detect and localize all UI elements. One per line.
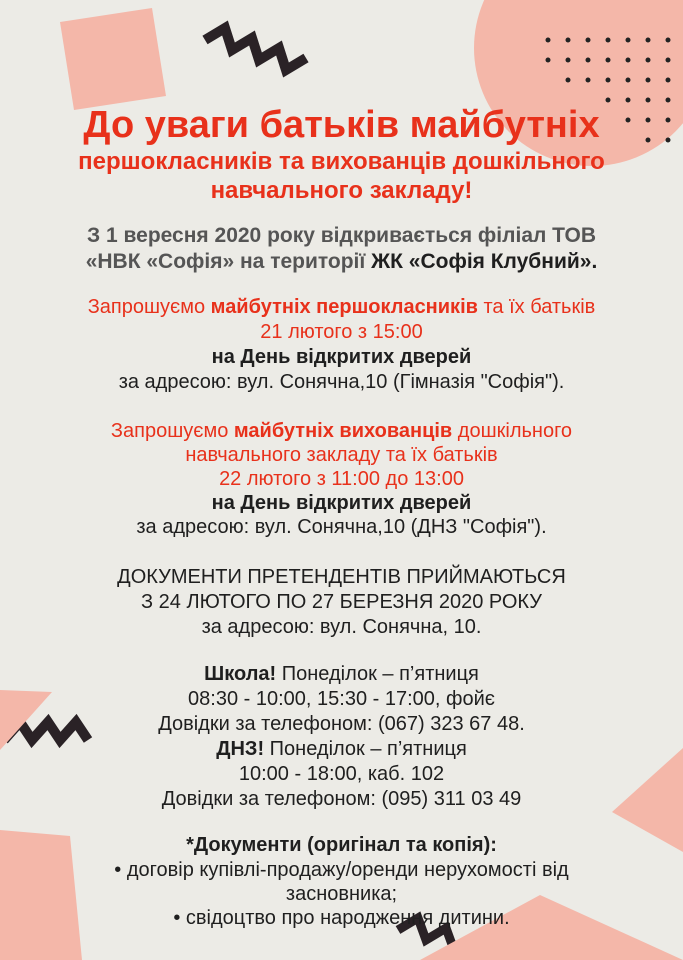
documents-period-line-2: З 24 ЛЮТОГО ПО 27 БЕРЕЗНЯ 2020 РОКУ: [141, 591, 542, 613]
kindergarten-invite-date: 22 лютого з 11:00 до 13:00: [219, 468, 464, 490]
school-invite-event: на День відкритих дверей: [211, 346, 472, 368]
title-line-3: навчального закладу!: [210, 177, 473, 204]
required-docs-item-1: • договір купівлі-продажу/оренди нерухомості від: [114, 859, 569, 881]
documents-period-line-1: ДОКУМЕНТИ ПРЕТЕНДЕНТІВ ПРИЙМАЮТЬСЯ: [117, 566, 566, 588]
kindergarten-invite-event: на День відкритих дверей: [211, 492, 472, 514]
school-phone: Довідки за телефоном: (067) 323 67 48.: [158, 713, 525, 735]
dnz-hours: 10:00 - 18:00, каб. 102: [238, 763, 445, 785]
school-invite-lead: Запрошуємо: [87, 296, 211, 318]
zigzag-top: [205, 28, 306, 70]
kindergarten-invite-line-2: навчального закладу та їх батьків: [185, 444, 498, 466]
school-invite-tail: та їх батьків: [477, 296, 596, 318]
intro-line-2: [0, 250, 683, 274]
dnz-label: ДНЗ!: [216, 738, 265, 760]
dnz-schedule-days: [0, 738, 683, 761]
kg-invite-bold: майбутніх вихованців: [233, 420, 453, 442]
intro-line-2-b: ЖК «Софія Клубний».: [371, 250, 598, 273]
school-schedule-days: [0, 663, 683, 686]
intro-line-2-a: «НВК «Софія» на території: [85, 250, 372, 273]
dnz-phone: Довідки за телефоном: (095) 311 03 49: [161, 788, 522, 810]
school-invite-line: [0, 296, 683, 319]
school-invite-date: 21 лютого з 15:00: [260, 321, 423, 343]
school-hours: 08:30 - 10:00, 15:30 - 17:00, фойє: [188, 688, 495, 710]
school-label: Школа!: [204, 663, 277, 685]
kg-invite-lead: Запрошуємо: [110, 420, 234, 442]
title-line-1: До уваги батьків майбутніх: [83, 104, 600, 146]
documents-period-line-3: за адресою: вул. Сонячна, 10.: [201, 616, 482, 638]
title-line-2: першокласників та вихованців дошкільного: [78, 148, 605, 175]
kg-invite-tail: дошкільного: [452, 420, 573, 442]
pink-square-top-left: [60, 8, 166, 110]
school-invite-bold: майбутніх першокласників: [210, 296, 478, 318]
school-days: Понеділок – п’ятниця: [276, 663, 479, 685]
dnz-days: Понеділок – п’ятниця: [264, 738, 467, 760]
required-docs-item-2: • свідоцтво про народження дитини.: [173, 907, 510, 929]
school-invite-address: за адресою: вул. Сонячна,10 (Гімназія "Софія").: [118, 371, 565, 393]
required-docs-item-1-cont: засновника;: [285, 883, 398, 905]
kindergarten-invite-line: [0, 420, 683, 443]
intro-line-1: З 1 вересня 2020 року відкривається філіал ТОВ: [87, 224, 596, 247]
kindergarten-invite-address: за адресою: вул. Сонячна,10 (ДНЗ "Софія").: [136, 516, 547, 538]
required-docs-title: *Документи (оригінал та копія):: [186, 834, 497, 856]
